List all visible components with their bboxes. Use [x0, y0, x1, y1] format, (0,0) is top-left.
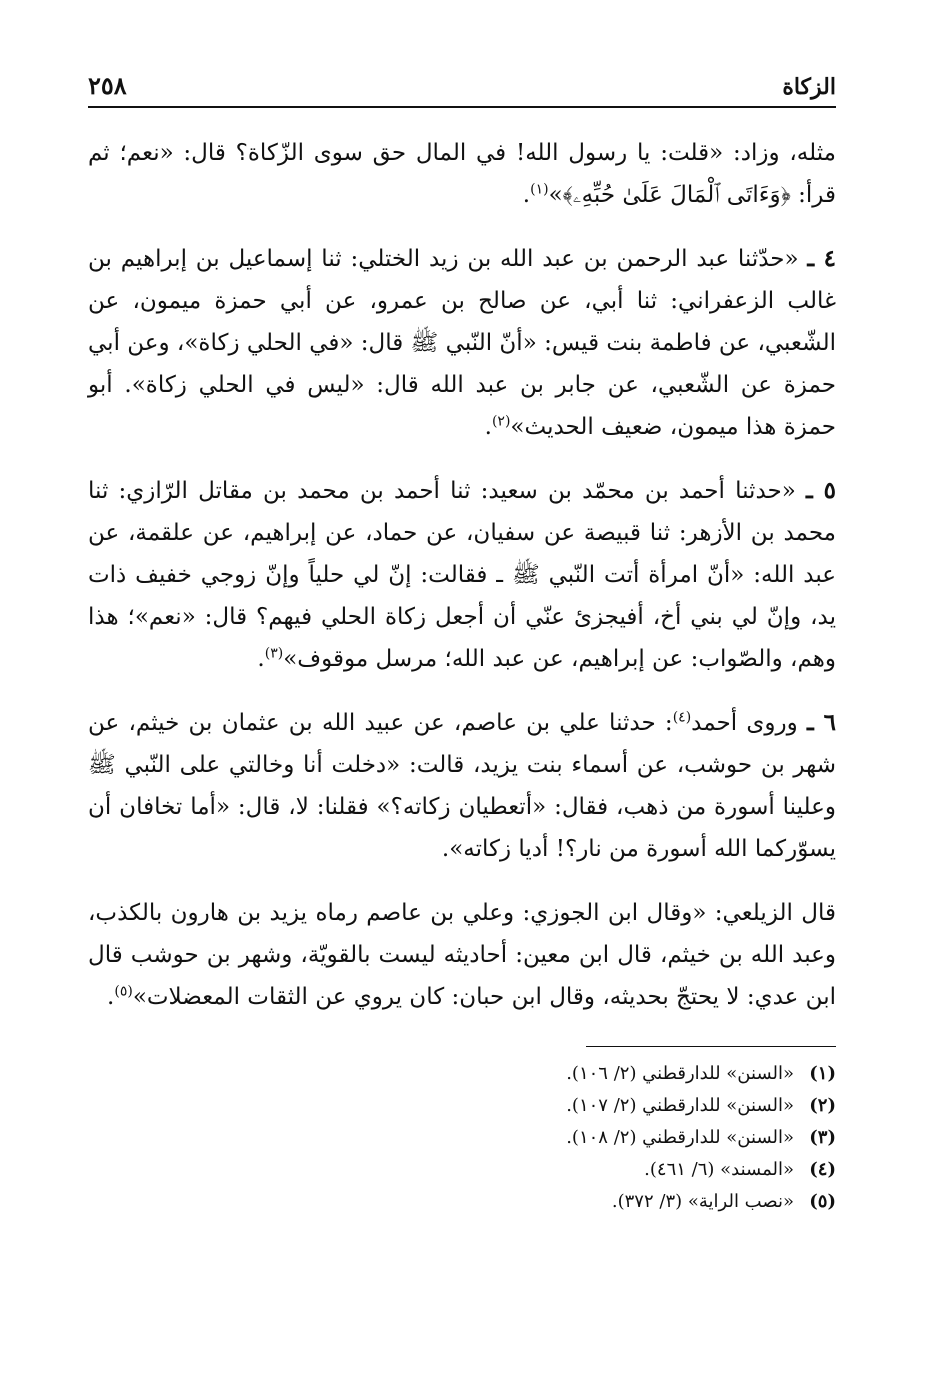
page-number: ٢٥٨: [88, 71, 127, 100]
paragraph-zaylai: [88, 892, 836, 1018]
paragraph-tail: .: [107, 984, 115, 1010]
footnote-item: [88, 1123, 836, 1153]
book-page: [88, 60, 836, 1340]
paragraph-tail: .: [522, 182, 531, 208]
paragraph-tail: .: [484, 414, 492, 440]
paragraph-text: قال الزيلعي: «وقال ابن الجوزي: وعلي بن عاصم رماه يزيد بن هارون بالكذب، وعبد الله بن خيثم، قال ابن معين: أحاديثه ليست بالقويّة، وشهر بن حوشب قال ابن عدي: لا يحتجّ بحديثه، وقال ابن حبان: كان يروي عن الثقات المعضلات»: [88, 900, 836, 1010]
footnote-number: (١): [809, 1063, 836, 1084]
paragraph-continuation: [88, 132, 836, 216]
footnote-item: [88, 1187, 836, 1217]
item-number: ٤ ـ: [807, 245, 836, 272]
footnote-text: «السنن» للدارقطني (٢/ ١٠٨).: [566, 1127, 794, 1148]
footnote-item: [88, 1091, 836, 1121]
footnote-number: (٢): [809, 1095, 836, 1116]
footnote-text: «السنن» للدارقطني (٢/ ١٠٧).: [566, 1095, 794, 1116]
footnote-text: «المسند» (٦/ ٤٦١).: [644, 1159, 794, 1180]
footnote-ref: (٣): [264, 645, 284, 662]
footnote-ref: (٥): [114, 983, 133, 1000]
footnote-item: [88, 1155, 836, 1185]
item-number: ٥ ـ: [806, 477, 837, 504]
footnote-text: «السنن» للدارقطني (٢/ ١٠٦).: [566, 1063, 794, 1084]
footnote-number: (٤): [809, 1159, 836, 1180]
running-title: الزكاة: [782, 74, 836, 100]
footnote-number: (٥): [809, 1191, 836, 1212]
item-number: ٦ ـ: [806, 709, 836, 736]
footnote-item: [88, 1059, 836, 1089]
footnote-ref: (٢): [491, 413, 511, 430]
paragraph-text: «حدثنا أحمد بن محمّد بن سعيد: ثنا أحمد بن محمد بن مقاتل الرّازي: ثنا محمد بن الأزهر: ثنا قبيصة عن سفيان، عن حماد، عن إبراهيم، عن علقمة، عن عبد الله: «أنّ امرأة أتت النّبي ﷺ ـ فقالت: إنّ لي حلياً وإنّ زوجي خفيف ذات يد، وإنّ لي بني أخ، أفيجزئ عنّي أن أجعل زكاة الحلي فيهم؟ قال: «نعم»؛ هذا وهم، والصّواب: عن إبراهيم، عن عبد الله؛ مرسل موقوف»: [88, 478, 836, 672]
paragraph-tail: .: [257, 646, 265, 672]
paragraph-hadith-4: [88, 238, 836, 448]
footnotes: [88, 1059, 836, 1217]
footnote-ref: (١): [530, 181, 549, 198]
paragraph-text: «حدّثنا عبد الرحمن بن عبد الله بن زيد الختلي: ثنا إسماعيل بن إبراهيم بن غالب الزعفراني: ثنا أبي، عن صالح بن عمرو، عن أبي حمزة ميمون، عن الشّعبي، عن فاطمة بنت قيس: «أنّ النّبي ﷺ قال: «في الحلي زكاة»، وعن أبي حمزة عن الشّعبي، عن جابر بن عبد الله قال: «ليس في الحلي زكاة». أبو حمزة هذا ميمون، ضعيف الحديث»: [88, 246, 836, 440]
header-rule: [88, 106, 836, 108]
paragraph-text-intro: وروى أحمد: [691, 710, 798, 736]
paragraph-hadith-5: [88, 470, 836, 680]
footnote-number: (٣): [809, 1127, 836, 1148]
footnote-text: «نصب الراية» (٣/ ٣٧٢).: [611, 1191, 794, 1212]
footnote-ref: (٤): [672, 709, 692, 726]
footnote-separator: [586, 1046, 836, 1047]
paragraph-text: : حدثنا علي بن عاصم، عن عبيد الله بن عثمان بن خيثم، عن شهر بن حوشب، عن أسماء بنت يزيد، قالت: «دخلت أنا وخالتي على النّبي ﷺ وعلينا أسورة من ذهب، فقال: «أتعطيان زكاته؟» فقلنا: لا، قال: «أما تخافان أن يسوّركما الله أسورة من نار؟! أديا زكاته».: [88, 710, 836, 862]
paragraph-text: مثله، وزاد: «قلت: يا رسول الله! في المال حق سوى الزّكاة؟ قال: «نعم؛ ثم قرأ: ﴿وَءَاتَى ٱلْمَالَ عَلَىٰ حُبِّهِۦ﴾»: [88, 140, 836, 208]
page-header: [88, 60, 836, 100]
paragraph-hadith-6: [88, 702, 836, 870]
